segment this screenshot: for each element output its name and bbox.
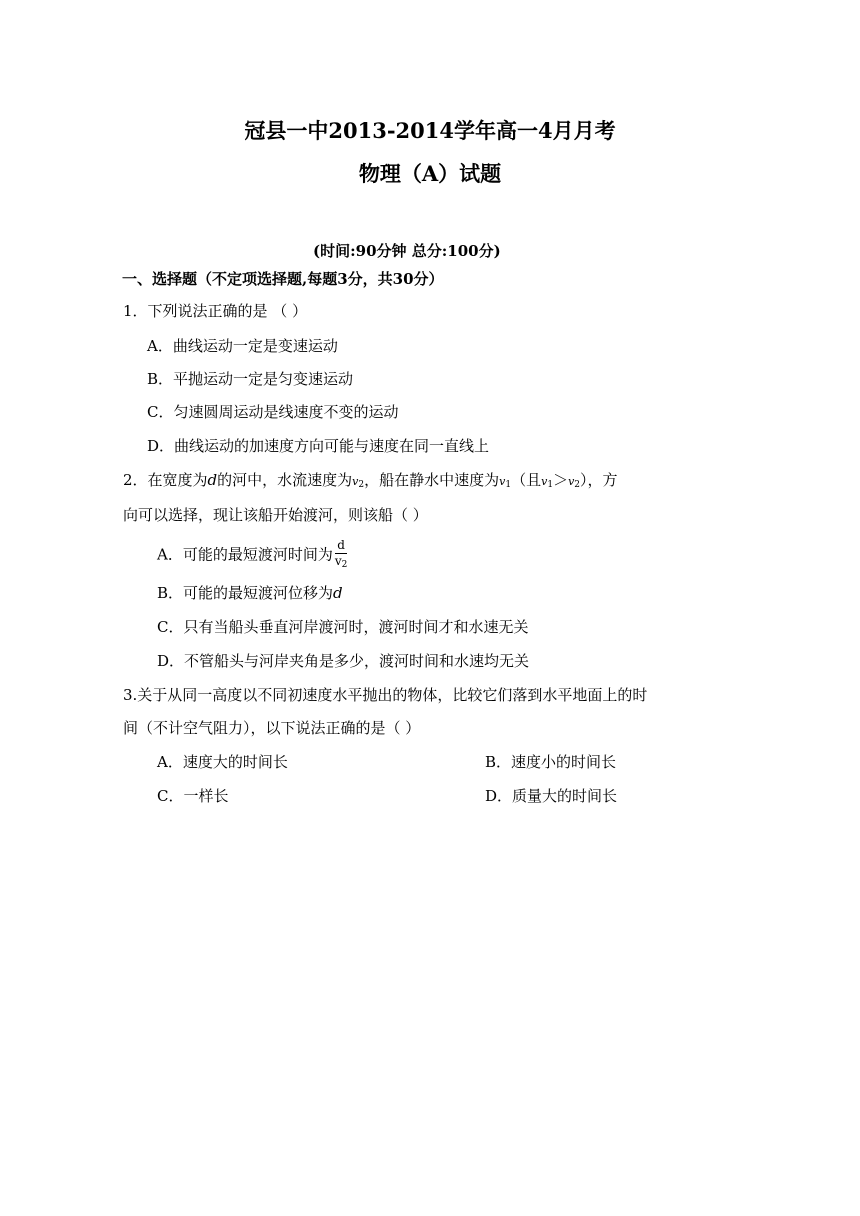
question-2-stem-line2: 向可以选择，现让该船开始渡河，则该船（ ） xyxy=(123,506,428,524)
question-1-option-a: A．曲线运动一定是变速运动 xyxy=(147,337,338,355)
question-1-stem: 1．下列说法正确的是 （ ） xyxy=(123,302,308,320)
exam-title: 冠县一中2013-2014学年高一4月月考 xyxy=(244,118,616,143)
question-2-option-d: D．不管船头与河岸夹角是多少，渡河时间和水速均无关 xyxy=(157,652,530,670)
exam-subtitle: 物理（A）试题 xyxy=(358,161,502,186)
section-heading: 一、选择题（不定项选择题,每题3分，共30分） xyxy=(122,270,444,288)
question-2-option-b: B．可能的最短渡河位移为d xyxy=(157,584,343,602)
question-2-stem-line1: 2．在宽度为d的河中，水流速度为$v_2$，船在静水中速度为$v_1$（且$v_1>v_2$），方 xyxy=(123,471,618,490)
question-3-stem-line2: 间（不计空气阻力），以下说法正确的是（ ） xyxy=(123,719,421,737)
question-3-option-a: A．速度大的时间长 xyxy=(157,753,288,771)
variable-d: d xyxy=(207,471,218,489)
question-1-option-c: C．匀速圆周运动是线速度不变的运动 xyxy=(147,403,399,421)
question-2-option-a: A．可能的最短渡河时间为 $\frac{d}{v_2}$ xyxy=(157,538,348,570)
question-1-option-b: B．平抛运动一定是匀变速运动 xyxy=(147,370,354,388)
fraction-d-over-v2: $\frac{d}{v_2}$ xyxy=(334,538,348,570)
question-3-stem-line1: 3.关于从同一高度以不同初速度水平抛出的物体，比较它们落到水平地面上的时 xyxy=(123,686,648,704)
question-2-option-c: C．只有当船头垂直河岸渡河时，渡河时间才和水速无关 xyxy=(157,618,529,636)
question-3-option-c: C．一样长 xyxy=(157,787,229,805)
question-3-option-b: B．速度小的时间长 xyxy=(485,753,617,771)
exam-info: (时间:90分钟 总分:100分) xyxy=(313,242,501,260)
question-1-option-d: D．曲线运动的加速度方向可能与速度在同一直线上 xyxy=(147,437,490,455)
question-3-option-d: D．质量大的时间长 xyxy=(485,787,618,805)
